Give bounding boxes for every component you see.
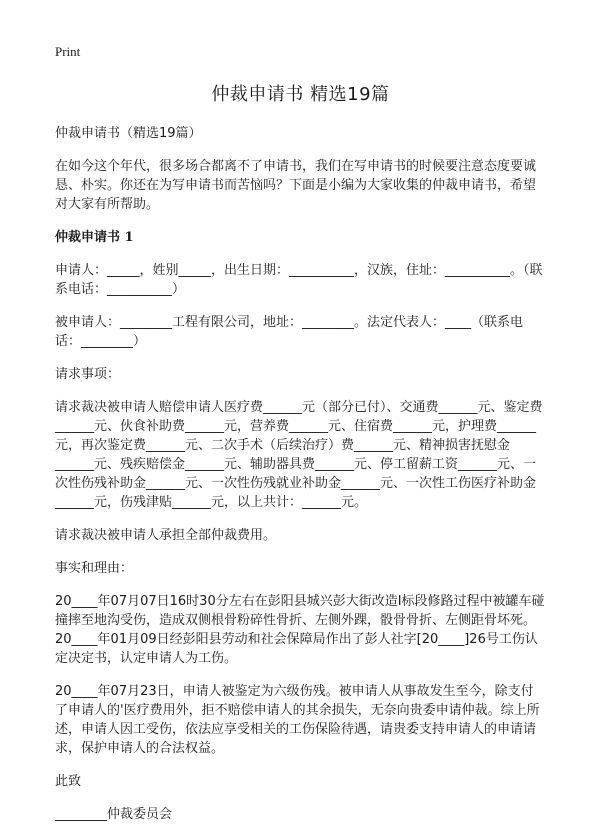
section-heading: 仲裁申请书 1 (55, 230, 134, 245)
facts-paragraph-2: 20____年07月23日，申请人被鉴定为六级伤残。被申请人从事故发生至今，除支付了申请人的'医疗费用外，拒不赔偿申请人的其余损失，无奈向贵委申请仲裁。综上所述，申请人因工受伤，依法应享受相关的工伤保险待遇，请贵委支持申请人的申请请求，保护申请人的合法权益。 (55, 684, 540, 756)
signature-line: ________仲裁委员会 (55, 807, 173, 822)
closing-text: 此致 (55, 774, 82, 789)
facts-paragraph-1: 20____年07月07日16时30分左右在彭阳县城兴彭大街改造I标段修路过程中被罐车碰撞摔至地沟受伤，造成双侧根骨粉碎性骨折、左侧外踝，骰骨骨折、左侧距骨坏死。20____年01月09日经彭阳县劳动和社会保障局作出了彭人社字[20____]26号工伤认定决定书，认定申请人为工伤。 (55, 594, 545, 666)
document-subtitle: 仲裁申请书（精选19篇） (55, 126, 202, 141)
applicant-paragraph: 申请人：_____，姓别_____，出生日期：__________，汉族，住址：__________。（联系电话：__________） (55, 263, 543, 297)
respondent-paragraph: 被申请人：________工程有限公司，地址：________。法定代表人：____（联系电话：________） (55, 315, 524, 349)
claims-heading: 请求事项： (55, 367, 121, 382)
facts-heading: 事实和理由： (55, 561, 134, 576)
print-label: Print (55, 44, 81, 59)
claims-paragraph-1: 请求裁决被申请人赔偿申请人医疗费______元（部分已付）、交通费______元、鉴定费______元、伙食补助费______元，营养费______元、住宿费______元，护理费______元，再次鉴定费______元、二次手术（后续治疗）费______元、精神损害抚慰金______元、残疾赔偿金______元、辅助器具费______元、停工留薪工资______元、一次性伤残补助金______元、一次性伤残就业补助金______元、一次性工伤医疗补助金______元，伤残津贴______元，以上共计：______元。 (55, 400, 543, 510)
intro-paragraph: 在如今这个年代，很多场合都离不了申请书，我们在写申请书的时候要注意态度要诚恳、朴实。你还在为写申请书而苦恼吗？下面是小编为大家收集的仲裁申请书，希望对大家有所帮助。 (55, 159, 537, 212)
claims-paragraph-2: 请求裁决被申请人承担全部仲裁费用。 (55, 528, 277, 543)
document-title: 仲裁申请书 精选19篇 (211, 84, 390, 105)
